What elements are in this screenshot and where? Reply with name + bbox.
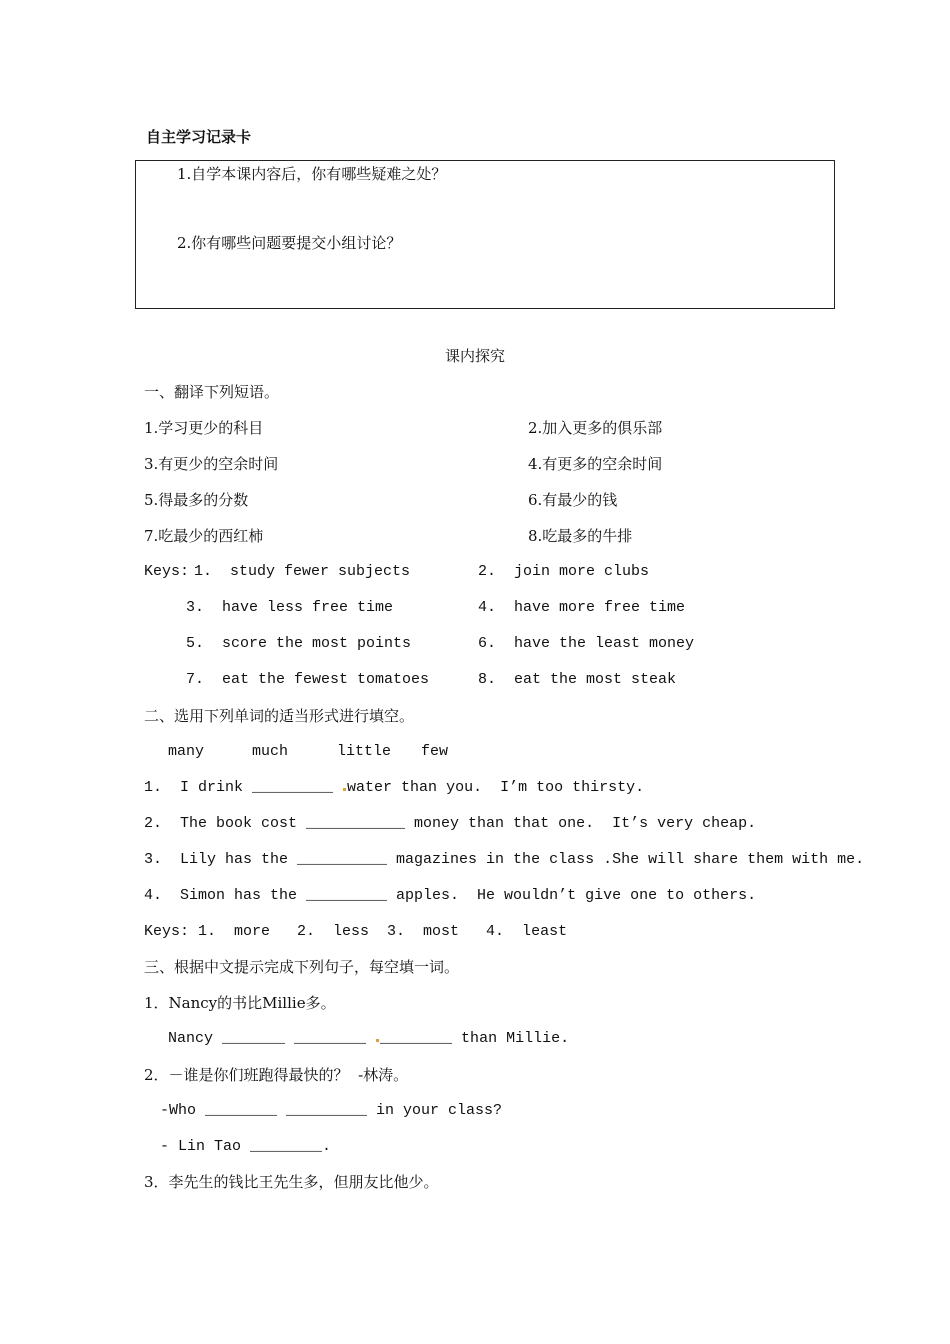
phrase-item: 5.得最多的分数	[144, 491, 249, 509]
record-card-question-1: 1.自学本课内容后，你有哪些疑难之处？	[177, 165, 447, 183]
sentence-answer-2-line-1: -Who ________ _________ in your class?	[160, 1102, 503, 1119]
word-bank-item: many	[168, 743, 205, 760]
section-title: 课内探究	[444, 347, 505, 365]
key-item: 7. eat the fewest tomatoes	[186, 671, 430, 688]
key-item: 1. study fewer subjects	[194, 563, 411, 580]
phrase-item: 7.吃最少的西红柿	[144, 527, 264, 545]
record-card-question-2: 2.你有哪些问题要提交小组讨论？	[177, 234, 402, 252]
key-item: 5. score the most points	[186, 635, 412, 652]
phrase-item: 1.学习更少的科目	[144, 419, 264, 437]
phrase-item: 8.吃最多的牛排	[528, 527, 633, 545]
marker-dot	[376, 1039, 379, 1042]
record-card-title: 自主学习记录卡	[146, 128, 252, 146]
phrase-item: 2.加入更多的俱乐部	[528, 419, 663, 437]
sentence-answer-1: Nancy _______ ________ ________ than Millie.	[168, 1030, 570, 1047]
part2-keys: Keys: 1. more 2. less 3. most 4. least	[144, 923, 568, 940]
sentence-prompt-1: 1．Nancy的书比Millie多。	[144, 994, 336, 1012]
key-item: 6. have the least money	[478, 635, 695, 652]
fill-blank-question-3: 3. Lily has the __________ magazines in the class .She will share them with me.	[144, 851, 865, 868]
part1-heading: 一、翻译下列短语。	[144, 383, 280, 401]
marker-dot	[343, 788, 346, 791]
sentence-prompt-3: 3．李先生的钱比王先生多，但朋友比他少。	[144, 1173, 439, 1191]
phrase-item: 6.有最少的钱	[528, 491, 618, 509]
word-bank-item: little	[337, 743, 392, 760]
fill-blank-question-1: 1. I drink _________ water than you. I’m too thirsty.	[144, 779, 645, 796]
key-item: 4. have more free time	[478, 599, 686, 616]
phrase-item: 3.有更少的空余时间	[144, 455, 279, 473]
key-item: 3. have less free time	[186, 599, 394, 616]
part2-heading: 二、选用下列单词的适当形式进行填空。	[144, 707, 415, 725]
phrase-item: 4.有更多的空余时间	[528, 455, 663, 473]
key-item: 8. eat the most steak	[478, 671, 677, 688]
key-item: 2. join more clubs	[478, 563, 650, 580]
word-bank-item: few	[421, 743, 449, 760]
fill-blank-question-2: 2. The book cost ___________ money than that one. It’s very cheap.	[144, 815, 757, 832]
part3-heading: 三、根据中文提示完成下列句子，每空填一词。	[144, 958, 460, 976]
keys-label: Keys:	[144, 563, 190, 580]
word-bank-item: much	[252, 743, 289, 760]
fill-blank-question-4: 4. Simon has the _________ apples. He wouldn’t give one to others.	[144, 887, 757, 904]
sentence-prompt-2: 2．－谁是你们班跑得最快的？ -林涛。	[144, 1066, 409, 1084]
sentence-answer-2-line-2: - Lin Tao ________.	[160, 1138, 332, 1155]
